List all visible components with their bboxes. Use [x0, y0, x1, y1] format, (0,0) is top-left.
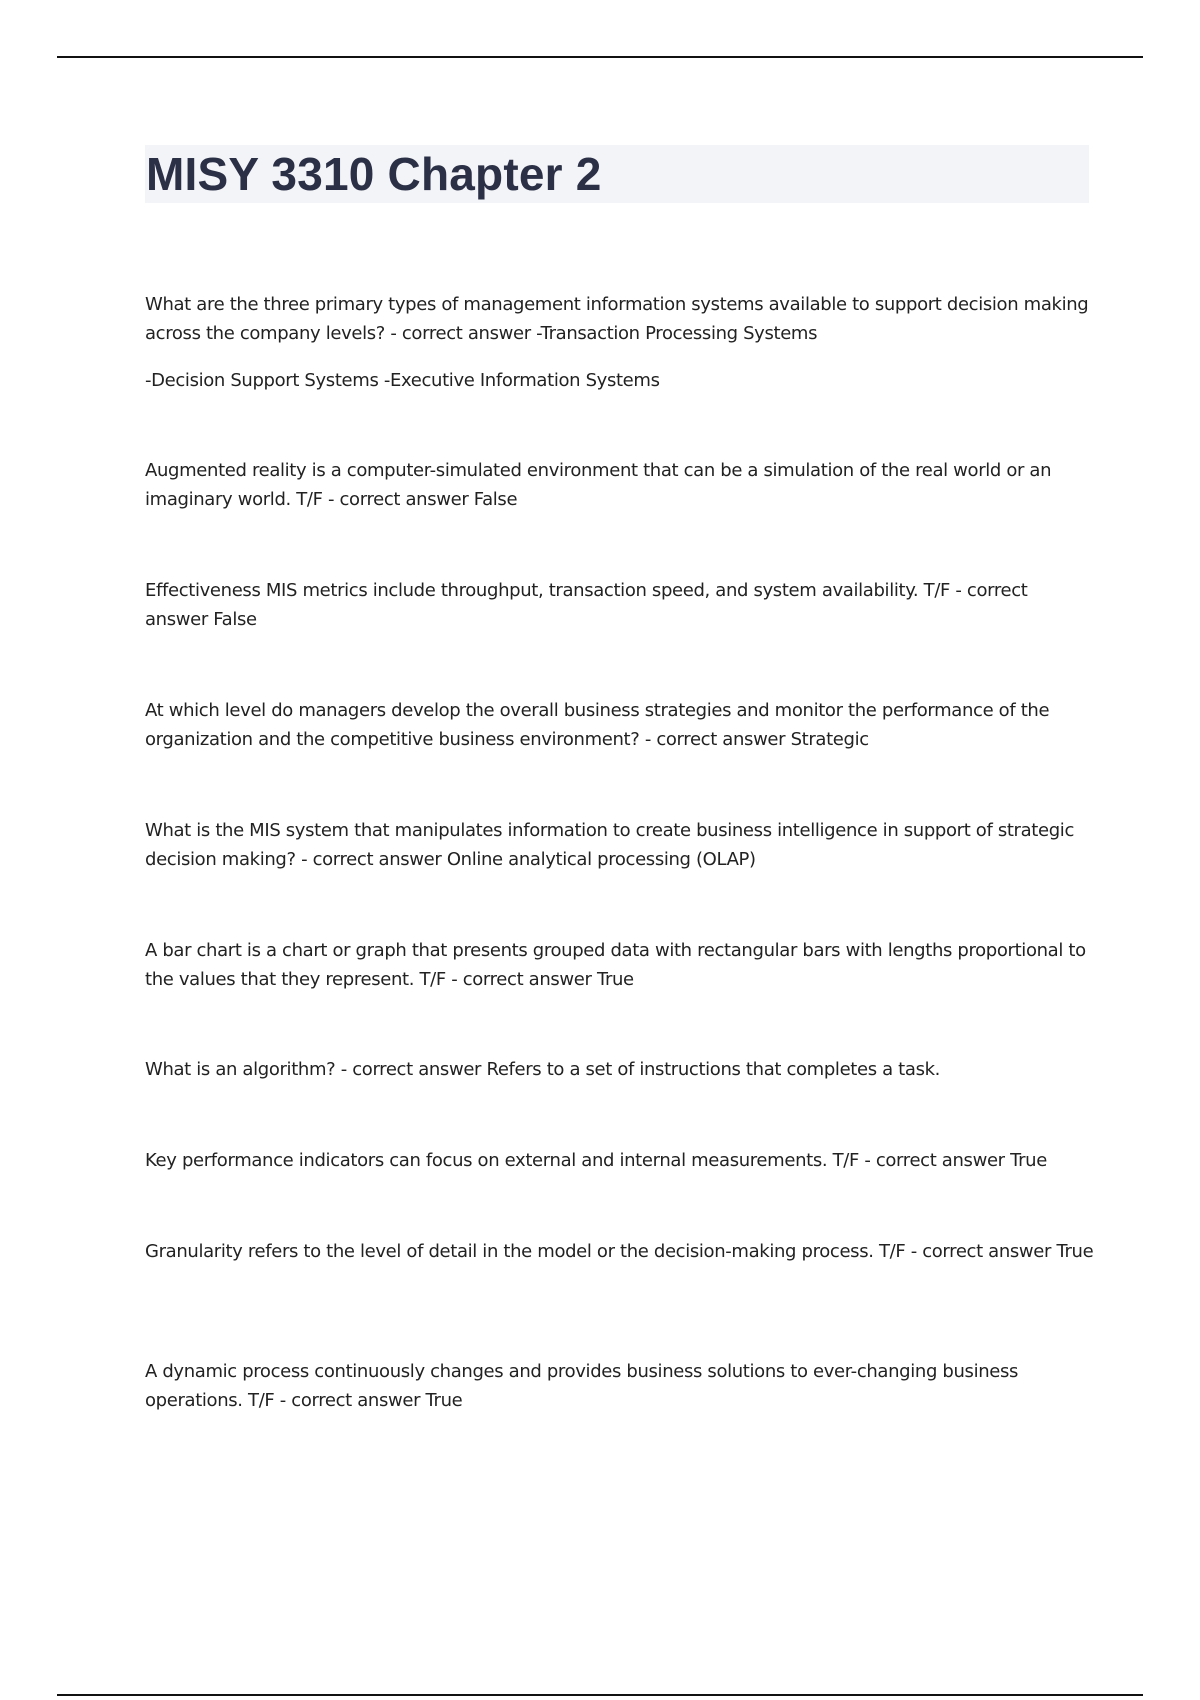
qa-item: What is an algorithm? - correct answer Refers to a set of instructions that completes a task.	[145, 1059, 941, 1080]
top-divider	[57, 56, 1143, 58]
qa-item: Key performance indicators can focus on external and internal measurements. T/F - correct answer True	[145, 1150, 1047, 1171]
page-title: MISY 3310 Chapter 2	[146, 148, 602, 200]
qa-item: A dynamic process continuously changes and provides business solutions to ever-changing business operations. T/F - correct answer True	[145, 1361, 1019, 1411]
qa-item: What are the three primary types of management information systems available to support decision making across the company levels? - correct answer -Transaction Processing Systems	[145, 294, 1089, 344]
qa-item: -Decision Support Systems -Executive Information Systems	[145, 370, 660, 391]
qa-item: Effectiveness MIS metrics include throughput, transaction speed, and system availability. T/F - correct answer False	[145, 580, 1028, 630]
qa-item: A bar chart is a chart or graph that presents grouped data with rectangular bars with lengths proportional to the values that they represent. T/F - correct answer True	[145, 940, 1086, 990]
bottom-divider	[57, 1694, 1143, 1696]
qa-item: Granularity refers to the level of detail in the model or the decision-making process. T/F - correct answer True	[145, 1241, 1094, 1262]
qa-item: Augmented reality is a computer-simulated environment that can be a simulation of the real world or an imaginary world. T/F - correct answer False	[145, 460, 1052, 510]
qa-item: At which level do managers develop the overall business strategies and monitor the performance of the organization and the competitive business environment? - correct answer Strategic	[145, 700, 1050, 750]
qa-item: What is the MIS system that manipulates information to create business intelligence in support of strategic decision making? - correct answer Online analytical processing (OLAP)	[145, 820, 1074, 870]
